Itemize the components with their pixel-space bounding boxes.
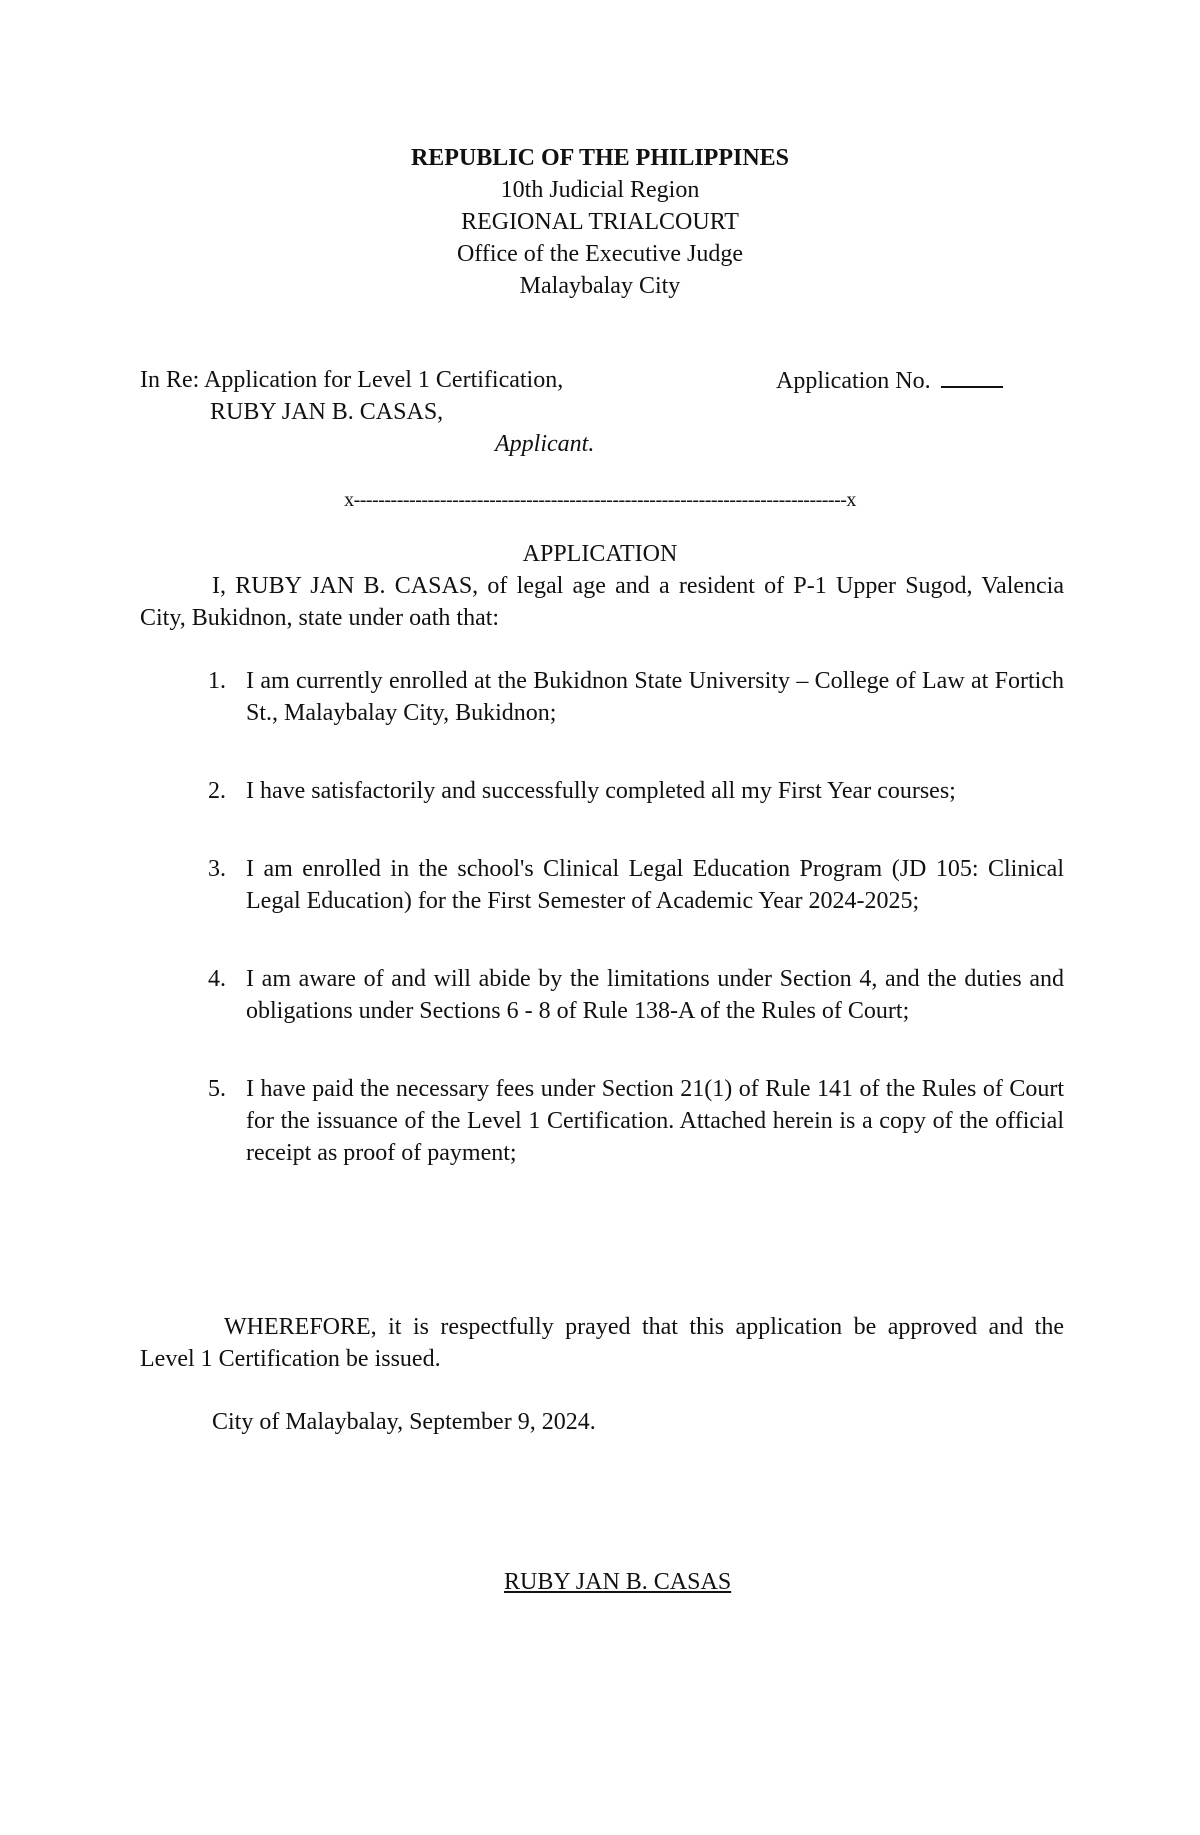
dateline: City of Malaybalay, September 9, 2024. <box>212 1409 596 1435</box>
intro-paragraph: I, RUBY JAN B. CASAS, of legal age and a resident of P-1 Upper Sugod, Valencia City, Bukidnon, state under oath that: <box>140 573 1064 631</box>
list-item-number: 4. <box>208 966 226 992</box>
city-name: Malaybalay City <box>519 273 681 299</box>
court-name: REGIONAL TRIALCOURT <box>461 209 739 235</box>
list-item-number: 3. <box>208 856 226 882</box>
application-number-label: Application No. <box>776 368 931 394</box>
list-item-number: 1. <box>208 668 226 694</box>
list-item <box>140 775 1064 807</box>
list-item-number: 2. <box>208 778 226 804</box>
list-item <box>140 1073 1064 1169</box>
statement-list <box>140 665 1064 1215</box>
list-item-text: I am aware of and will abide by the limitations under Section 4, and the duties and obligations under Sections 6 - 8 of Rule 138-A of the Rules of Court; <box>246 966 1064 1024</box>
list-item <box>140 665 1064 729</box>
signature-name: RUBY JAN B. CASAS <box>504 1569 732 1595</box>
list-item-text: I have paid the necessary fees under Section 21(1) of Rule 141 of the Rules of Court for the issuance of the Level 1 Certification. Attached herein is a copy of the official receipt as proof of payment; <box>246 1076 1064 1166</box>
judicial-region: 10th Judicial Region <box>500 177 700 203</box>
office-name: Office of the Executive Judge <box>456 241 744 267</box>
in-re-line: In Re: Application for Level 1 Certification, <box>140 367 564 393</box>
application-number <box>776 364 1003 397</box>
list-item-text: I am currently enrolled at the Bukidnon State University – College of Law at Fortich St., Malaybalay City, Bukidnon; <box>246 668 1064 726</box>
list-item <box>140 853 1064 917</box>
case-caption <box>140 364 700 460</box>
application-number-blank <box>941 364 1003 388</box>
list-item <box>140 963 1064 1027</box>
applicant-role: Applicant. <box>495 431 595 457</box>
prayer-paragraph: WHEREFORE, it is respectfully prayed that this application be approved and the Level 1 Certification be issued. <box>140 1314 1064 1372</box>
list-item-text: I am enrolled in the school's Clinical Legal Education Program (JD 105: Clinical Legal Education) for the First Semester of Academic Year 2024-2025; <box>246 856 1064 914</box>
caption-divider: x--------------------------------------------------------------------------------x <box>344 489 856 511</box>
list-item-number: 5. <box>208 1076 226 1102</box>
list-item-text: I have satisfactorily and successfully completed all my First Year courses; <box>246 778 956 804</box>
court-header <box>0 142 1200 302</box>
country-title: REPUBLIC OF THE PHILIPPINES <box>410 145 790 171</box>
document-title: APPLICATION <box>522 541 678 567</box>
applicant-name: RUBY JAN B. CASAS, <box>210 399 444 425</box>
